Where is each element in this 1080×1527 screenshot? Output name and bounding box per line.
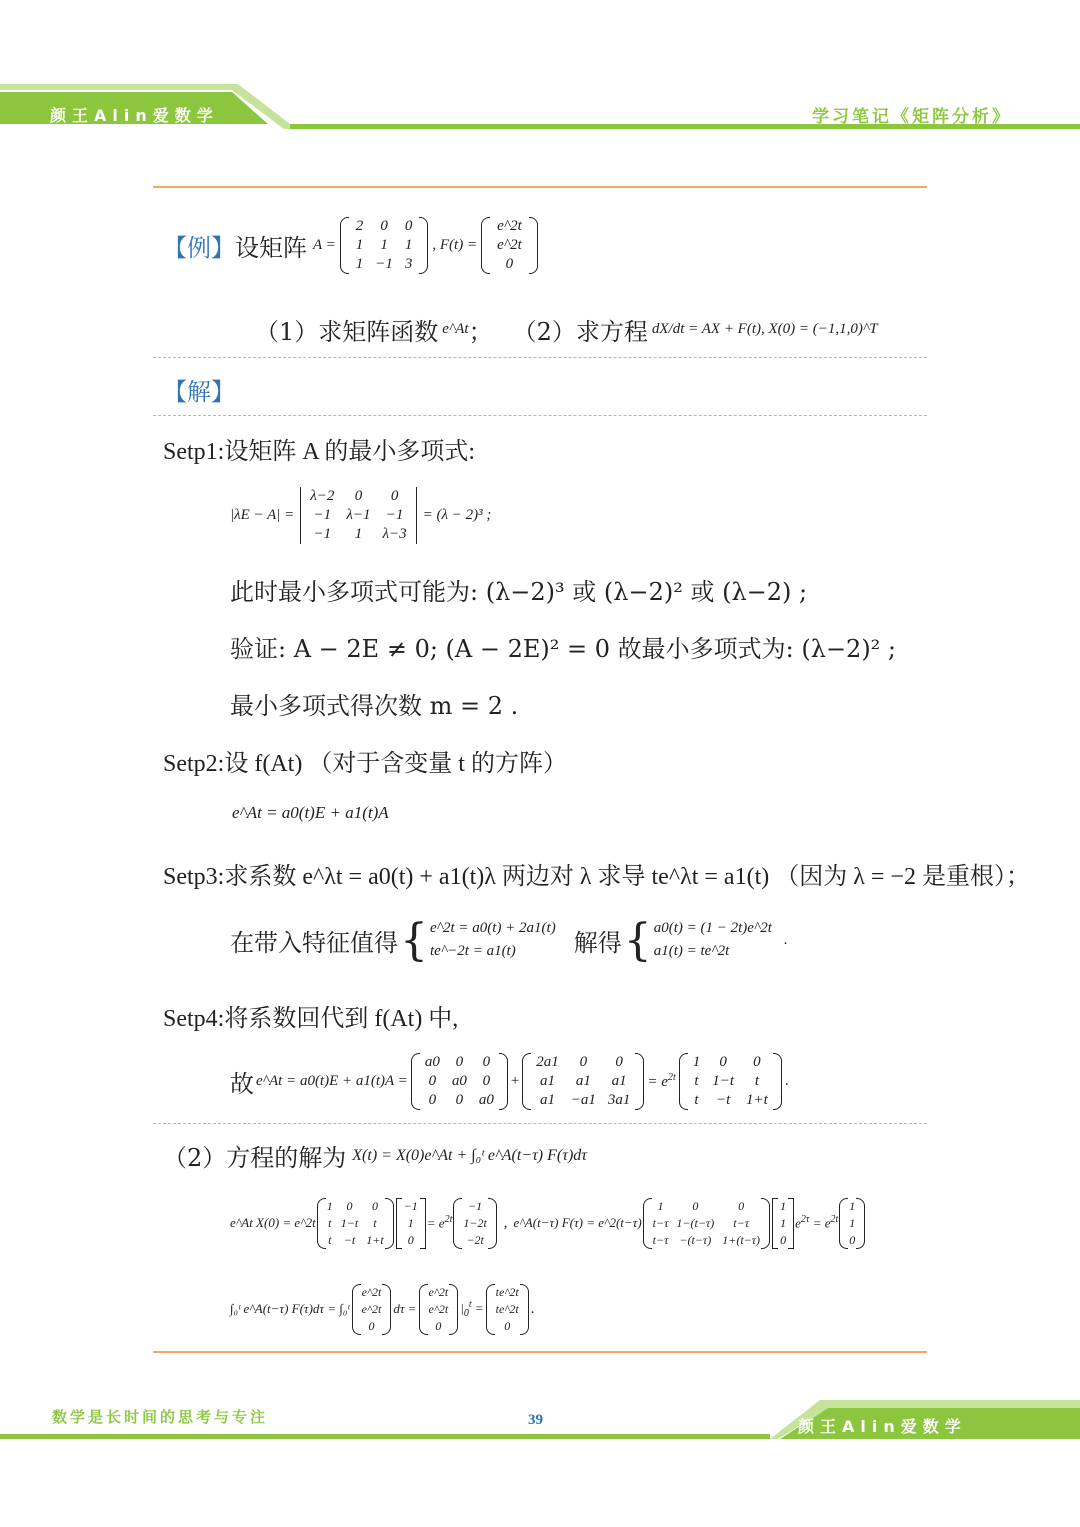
top-rule [153, 186, 927, 188]
c2v-cell: 1 [780, 1198, 787, 1213]
solution-tag: 【解】 [163, 378, 235, 406]
matrix-A [340, 217, 429, 274]
q1-end: ； [468, 318, 493, 346]
m2-cell: a1 [575, 1072, 591, 1089]
m2-cell: −a1 [570, 1091, 596, 1108]
c3r-cell: te^2t [495, 1284, 519, 1299]
c3b-cell: e^2t [428, 1284, 449, 1299]
c2m-cell: 0 [692, 1198, 699, 1213]
det-cell: 0 [354, 487, 363, 504]
calc2-result [839, 1198, 865, 1249]
m1-cell: a0 [478, 1091, 494, 1108]
c2v-cell: 1 [780, 1215, 787, 1230]
c1r-cell: −2t [466, 1232, 484, 1247]
c3b-cell: e^2t [428, 1301, 449, 1316]
c1m-cell: 1−t [340, 1215, 359, 1230]
c2m-cell: t−τ [652, 1215, 669, 1230]
c2m-cell: 1−(t−τ) [676, 1215, 715, 1230]
c1v-cell: 1 [407, 1215, 414, 1230]
m3-cell: t [754, 1072, 759, 1089]
question-2: （2）求方程 [512, 318, 648, 346]
m3-cell: 0 [719, 1053, 727, 1070]
det-matrix [298, 487, 418, 544]
verify-line: 验证: A − 2E ≠ 0; (A − 2E)² = 0 故最小多项式为: (λ−2)² ; [230, 635, 897, 663]
c1m-cell: 0 [346, 1198, 353, 1213]
step1-title: Setp1:设矩阵 A 的最小多项式: [163, 439, 476, 465]
sys1-eq2: te^−2t = a1(t) [430, 943, 516, 959]
brace-2: { [623, 914, 652, 966]
step3-end: . [783, 931, 788, 948]
questions-line [255, 312, 878, 347]
calc-row-2: ∫₀ᵗ e^A(t−τ) F(τ)dτ = ∫₀ᵗ e^2t e^2t 0 dτ = e^2t e^2t 0 $|_0^t$ = te^2t te^2t 0 . [230, 1284, 535, 1333]
calc2-matrix [643, 1198, 770, 1249]
matrix-A-cell: 1 [355, 236, 364, 253]
m1-cell: 0 [455, 1091, 464, 1108]
c1m-cell: t [328, 1232, 332, 1247]
m2-cell: 0 [579, 1053, 588, 1070]
determinant-line [230, 475, 491, 555]
c2r-cell: 1 [849, 1198, 856, 1213]
step3-sub-label: 在带入特征值得 [230, 928, 398, 957]
c1m-cell: t [328, 1215, 332, 1230]
c3a-cell: 0 [368, 1318, 375, 1333]
m2-cell: 2a1 [536, 1053, 559, 1070]
divider-3 [153, 1123, 927, 1124]
calc2-vector [772, 1198, 794, 1249]
sys2-eq1: a0(t) = (1 − 2t)e^2t [653, 920, 772, 936]
m1-cell: a0 [424, 1053, 440, 1070]
step4-title: Setp4:将系数回代到 f(At) 中, [163, 1006, 459, 1032]
m1-cell: 0 [428, 1072, 437, 1089]
matrix-A-cell: 3 [404, 255, 413, 272]
c2m-cell: −(t−τ) [679, 1232, 712, 1247]
m3-cell: −t [715, 1091, 731, 1108]
m2-cell: a1 [540, 1091, 556, 1108]
m2-cell: a1 [540, 1072, 556, 1089]
q1-math: e^At [442, 321, 469, 337]
c3b-cell: 0 [435, 1318, 442, 1333]
calc3-result [486, 1284, 529, 1335]
sys1-eq1: e^2t = a0(t) + 2a1(t) [430, 920, 556, 936]
m1-cell: 0 [455, 1053, 464, 1070]
step4-prefix: 故 [230, 1069, 254, 1098]
calc1-matrix [317, 1198, 394, 1249]
m1-cell: 0 [428, 1091, 437, 1108]
c3a-cell: e^2t [361, 1301, 382, 1316]
matrix-M1 [411, 1053, 508, 1110]
det-cell: −1 [313, 506, 332, 523]
det-cell: λ−2 [310, 487, 335, 504]
det-cell: 1 [354, 525, 363, 542]
c2m-cell: t−τ [733, 1215, 750, 1230]
calc2-lhs: e^A(t−τ) F(τ) = e^2(t−τ) [513, 1215, 642, 1230]
step4-lhs: e^At = a0(t)E + a1(t)A = [256, 1072, 408, 1089]
c2m-cell: 0 [738, 1198, 745, 1213]
det-cell: −1 [313, 525, 332, 542]
c1r-cell: −1 [468, 1198, 483, 1213]
matrix-A-cell: 0 [404, 217, 413, 234]
vector-F-cell: e^2t [497, 217, 522, 234]
calc3-vector-2 [419, 1284, 459, 1335]
matrix-M3 [679, 1053, 782, 1110]
example-intro: 设矩阵 [235, 233, 307, 262]
m2-cell: 0 [615, 1053, 623, 1070]
part2-line [163, 1138, 587, 1173]
calc1-result [453, 1198, 496, 1249]
c3r-cell: 0 [504, 1318, 511, 1333]
c2m-cell: 1+(t−τ) [722, 1232, 761, 1247]
header-right-title: 学习笔记《矩阵分析》 [812, 107, 1012, 127]
m3-cell: t [694, 1072, 699, 1089]
m1-cell: a0 [451, 1072, 467, 1089]
matrix-A-cell: 0 [380, 217, 388, 234]
m3-cell: t [694, 1091, 699, 1108]
c2v-cell: 0 [780, 1232, 787, 1247]
page-number: 39 [528, 1412, 543, 1428]
c1m-cell: 0 [371, 1198, 378, 1213]
example-statement [163, 202, 538, 288]
c2r-cell: 1 [849, 1215, 856, 1230]
matrix-A-label: A = [313, 236, 336, 253]
c1r-cell: 1−2t [463, 1215, 487, 1230]
det-lhs: |λE − A| = [230, 506, 295, 523]
calc1-vector [396, 1198, 426, 1249]
det-rhs: = (λ − 2)³ ; [422, 506, 492, 523]
matrix-M2 [522, 1053, 644, 1110]
part2-formula: X(t) = X(0)e^At + ∫₀ᵗ e^A(t−τ) F(τ)dτ [352, 1146, 588, 1164]
step2-title: Setp2:设 f(At) （对于含变量 t 的方阵） [163, 751, 567, 777]
calc1-lhs: e^At X(0) = e^2t [230, 1215, 316, 1230]
sys2-eq2: a1(t) = te^2t [653, 943, 730, 959]
m3-cell: 1 [692, 1053, 701, 1070]
calc3-lhs: ∫₀ᵗ e^A(t−τ) F(τ)dτ = ∫₀ᵗ [230, 1301, 350, 1316]
m1-cell: 0 [482, 1072, 491, 1089]
step3-title: Setp3:求系数 e^λt = a0(t) + a1(t)λ 两边对 λ 求导 te^λt = a1(t) （因为 λ = −2 是重根）； [163, 864, 1030, 890]
c1m-cell: t [373, 1215, 377, 1230]
m3-cell: 1−t [712, 1072, 735, 1089]
m3-cell: 0 [753, 1053, 761, 1070]
det-cell: λ−3 [382, 525, 407, 542]
c3a-cell: e^2t [361, 1284, 382, 1299]
step4-result: 故 e^At = a0(t)E + a1(t)A = a0 0 0 0 a0 0 0 0 a0 + 2a1 0 0 a1 a1 a1 a1 −a1 3a1 = $e^{2t}$ 1 0 0 t 1−t t t −t 1+t . [230, 1053, 789, 1108]
m1-cell: 0 [482, 1053, 491, 1070]
det-cell: 0 [390, 487, 399, 504]
c1v-cell: −1 [403, 1198, 418, 1213]
m2-cell: 3a1 [607, 1091, 631, 1108]
det-cell: −1 [385, 506, 404, 523]
part2-title: （2）方程的解为 [163, 1144, 347, 1172]
header-left-title: 颜王Alin爱数学 [50, 106, 219, 125]
c2r-cell: 0 [849, 1232, 856, 1247]
matrix-A-cell: 1 [355, 255, 364, 272]
matrix-A-cell: −1 [375, 255, 393, 272]
possible-polys: 此时最小多项式可能为: (λ−2)³ 或 (λ−2)² 或 (λ−2) ; [230, 578, 808, 606]
degree-line: 最小多项式得次数 m = 2 . [230, 692, 519, 720]
c3r-cell: te^2t [495, 1301, 519, 1316]
bottom-rule [153, 1351, 927, 1353]
brace-1: { [400, 914, 428, 966]
matrix-A-cell: 1 [404, 236, 413, 253]
system-2 [654, 920, 772, 960]
step3-solve-label: 解得 [573, 928, 622, 957]
F-label: , F(t) = [432, 236, 478, 253]
c1m-cell: 1+t [366, 1232, 384, 1247]
example-tag: 【例】 [163, 233, 235, 262]
m2-cell: a1 [611, 1072, 627, 1089]
c1m-cell: −t [343, 1232, 356, 1247]
matrix-A-cell: 1 [380, 236, 388, 253]
calc-row-1: e^At X(0) = e^2t 1 0 0 t 1−t t t −t 1+t −1 1 0 = $e^{2t}$ −1 1−2t −2t , e^A(t−τ) F(τ) = e^2(t−τ) 1 0 0 t−τ 1−(t−τ) t−τ t−τ −(t−τ) 1+(t−τ) 1 1 0 $e^{2\tau} = e^{2t}$ 1 1 0 [230, 1188, 866, 1258]
m3-cell: 1+t [746, 1091, 768, 1108]
footer-brand: 颜王Alin爱数学 [798, 1417, 967, 1436]
c2m-cell: t−τ [652, 1232, 669, 1247]
det-cell: λ−1 [346, 506, 371, 523]
question-1: （1）求矩阵函数 [255, 318, 439, 346]
step2-formula: e^At = a0(t)E + a1(t)A [232, 803, 389, 822]
vector-F-cell: 0 [505, 255, 514, 272]
calc3-vector-1 [352, 1284, 392, 1335]
c1v-cell: 0 [407, 1232, 414, 1247]
q2-math: dX/dt = AX + F(t), X(0) = (−1,1,0)^T [651, 321, 878, 337]
matrix-A-cell: 2 [355, 217, 364, 234]
footer-motto: 数学是长时间的思考与专注 [52, 1408, 269, 1426]
system-1 [430, 920, 556, 960]
vector-F [481, 217, 538, 274]
divider-1 [153, 357, 927, 358]
vector-F-cell: e^2t [497, 236, 522, 253]
step3-systems [230, 910, 788, 970]
c2m-cell: 1 [657, 1198, 664, 1213]
divider-2 [153, 415, 927, 416]
c1m-cell: 1 [326, 1198, 333, 1213]
